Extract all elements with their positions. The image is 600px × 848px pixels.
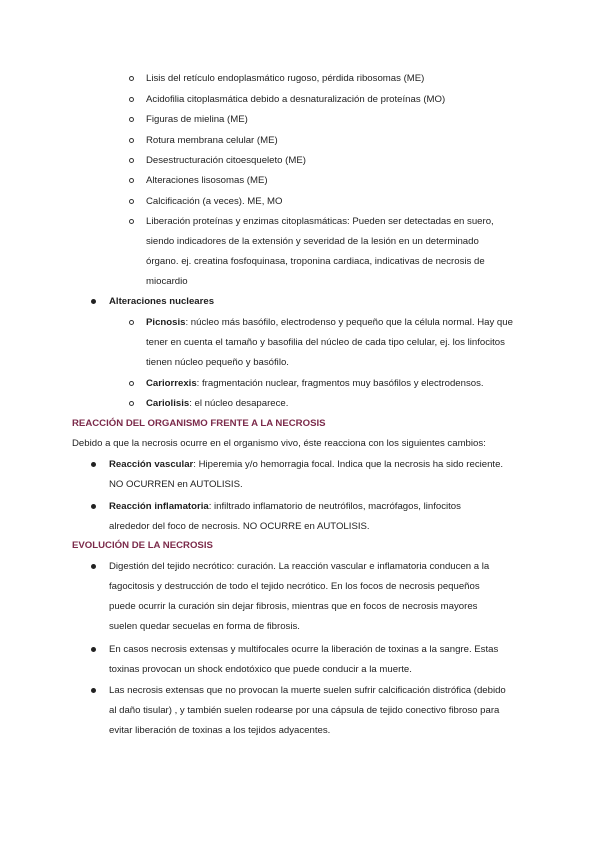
circle-bullet-icon <box>129 76 134 81</box>
cariolisis-term: Cariolisis <box>146 398 190 409</box>
circle-bullet-icon <box>129 138 134 143</box>
list-item: Alteraciones lisosomas (ME) <box>146 175 268 186</box>
circle-bullet-icon <box>129 178 134 183</box>
reaccion-inflamatoria-item: Reacción inflamatoria: infiltrado inflamatorio de neutrófilos, macrófagos, linfocitos <box>109 501 461 512</box>
circle-bullet-icon <box>129 199 134 204</box>
disc-bullet-icon <box>91 688 96 693</box>
list-item: Digestión del tejido necrótico: curación. La reacción vascular e inflamatoria conducen a la <box>109 561 490 572</box>
disc-bullet-icon <box>91 504 96 509</box>
disc-bullet-icon <box>91 462 96 467</box>
list-item-continuation: tienen núcleo pequeño y basófilo. <box>146 357 289 368</box>
circle-bullet-icon <box>129 117 134 122</box>
list-item-continuation: tener en cuenta el tamaño y basofilia del núcleo de cada tipo celular, ej. los linfocitos <box>146 337 505 348</box>
cariolisis-item: Cariolisis: el núcleo desaparece. <box>146 398 289 409</box>
disc-bullet-icon <box>91 564 96 569</box>
list-item-continuation: toxinas provocan un shock endotóxico que puede conducir a la muerte. <box>109 664 412 675</box>
list-item: Acidofilia citoplasmática debido a desnaturalización de proteínas (MO) <box>146 94 446 105</box>
section-heading-evolucion: EVOLUCIÓN DE LA NECROSIS <box>72 540 213 551</box>
circle-bullet-icon <box>129 158 134 163</box>
section-heading-reaccion: REACCIÓN DEL ORGANISMO FRENTE A LA NECROSIS <box>72 418 326 429</box>
list-item: En casos necrosis extensas y multifocales ocurre la liberación de toxinas a la sangre. Estas <box>109 644 499 655</box>
list-item-continuation: fagocitosis y destrucción de todo el tejido necrótico. En los focos de necrosis pequeños <box>109 581 480 592</box>
list-item-continuation: suelen quedar secuelas en forma de fibrosis. <box>109 621 300 632</box>
list-item: Rotura membrana celular (ME) <box>146 135 278 146</box>
reaccion-vascular-item: Reacción vascular: Hiperemia y/o hemorragia focal. Indica que la necrosis ha sido reciente. <box>109 459 504 470</box>
list-item-continuation: puede ocurrir la curación sin dejar fibrosis, mientras que en focos de necrosis mayores <box>109 601 478 612</box>
list-item: Liberación proteínas y enzimas citoplasmáticas: Pueden ser detectadas en suero, <box>146 216 494 227</box>
circle-bullet-icon <box>129 97 134 102</box>
disc-bullet-icon <box>91 647 96 652</box>
list-item-continuation: órgano. ej. creatina fosfoquinasa, troponina cardiaca, indicativas de necrosis de <box>146 256 485 267</box>
list-item: Desestructuración citoesqueleto (ME) <box>146 155 306 166</box>
list-item: Las necrosis extensas que no provocan la muerte suelen sufrir calcificación distrófica (debido <box>109 685 506 696</box>
alteraciones-nucleares-label: Alteraciones nucleares <box>109 296 215 307</box>
list-item-continuation: siendo indicadores de la extensión y severidad de la lesión en un determinado <box>146 236 479 247</box>
picnosis-item: Picnosis: núcleo más basófilo, electrodenso y pequeño que la célula normal. Hay que <box>146 317 513 328</box>
circle-bullet-icon <box>129 320 134 325</box>
list-item-continuation: alrededor del foco de necrosis. NO OCURRE en AUTOLISIS. <box>109 521 370 532</box>
cariorrexis-term: Cariorrexis <box>146 378 197 389</box>
list-item: Calcificación (a veces). ME, MO <box>146 196 283 207</box>
disc-bullet-icon <box>91 299 96 304</box>
cariorrexis-item: Cariorrexis: fragmentación nuclear, fragmentos muy basófilos y electrodensos. <box>146 378 484 389</box>
list-item: Figuras de mielina (ME) <box>146 114 248 125</box>
paragraph: Debido a que la necrosis ocurre en el organismo vivo, éste reacciona con los siguientes cambios: <box>72 438 486 449</box>
reaccion-inflamatoria-term: Reacción inflamatoria <box>109 501 209 512</box>
list-item-continuation: al daño tisular) , y también suelen rodearse por una cápsula de tejido conectivo fibroso para <box>109 705 500 716</box>
list-item-continuation: miocardio <box>146 276 188 287</box>
list-item-continuation: NO OCURREN en AUTOLISIS. <box>109 479 243 490</box>
list-item: Lisis del retículo endoplasmático rugoso, pérdida ribosomas (ME) <box>146 73 425 84</box>
circle-bullet-icon <box>129 401 134 406</box>
list-item-continuation: evitar liberación de toxinas a los tejidos adyacentes. <box>109 725 331 736</box>
picnosis-term: Picnosis <box>146 317 186 328</box>
circle-bullet-icon <box>129 219 134 224</box>
reaccion-vascular-term: Reacción vascular <box>109 459 194 470</box>
circle-bullet-icon <box>129 381 134 386</box>
